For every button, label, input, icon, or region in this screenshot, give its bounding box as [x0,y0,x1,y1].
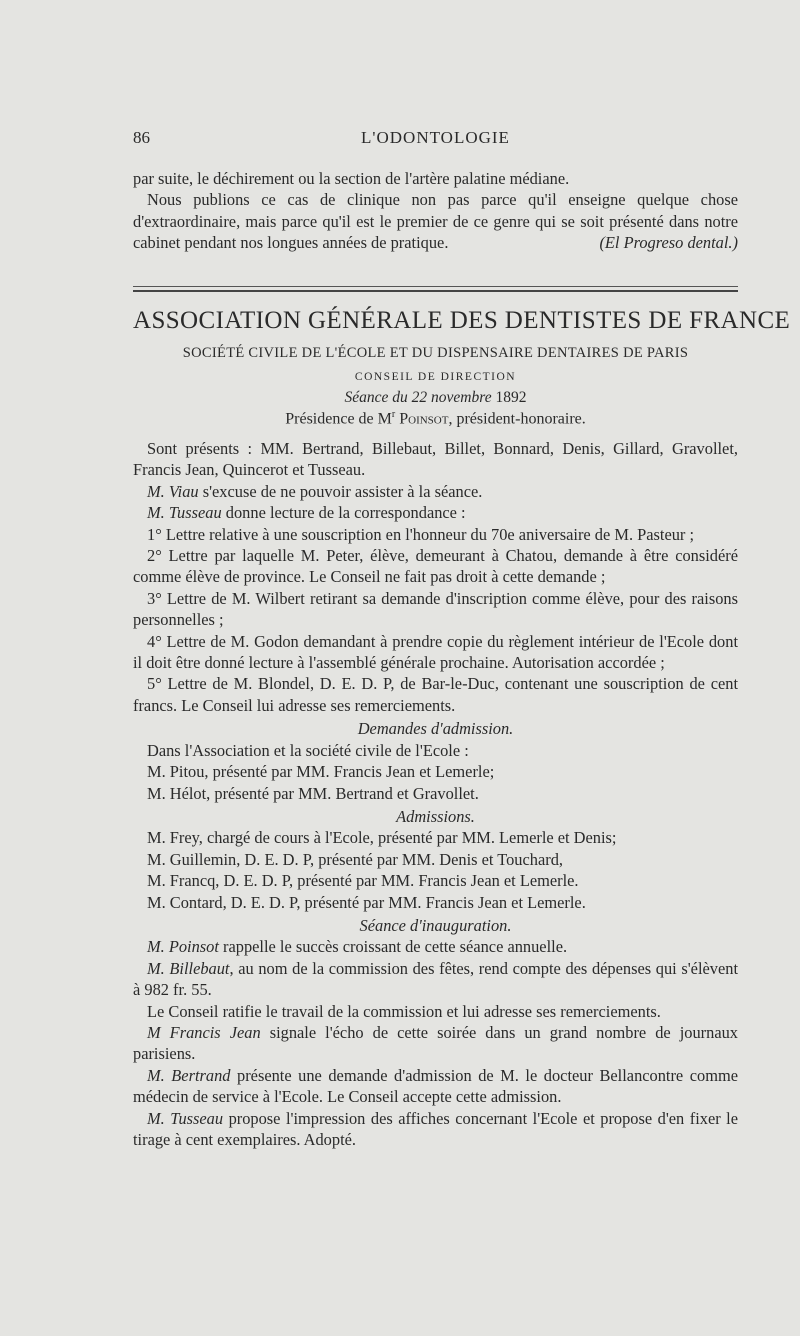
intro-block [133,168,738,254]
demandes-heading: Demandes d'admission. [357,719,514,739]
presidence-suffix: , président-honoraire. [448,410,586,428]
admissions-line-3: M. Francq, D. E. D. P, présenté par MM. Francis Jean et Lemerle. [147,871,579,891]
council-heading: CONSEIL DE DIRECTION [354,371,517,383]
section-divider [133,286,738,292]
item-2-text: , au nom de la commission des fêtes, rend compte des dépenses qui s'élèvent à 982 fr. 55. [133,958,739,1000]
letter-2: 2° Lettre par laquelle M. Peter, élève, demeurant à Chatou, demande à être considéré comme élève de province. Le Conseil ne fait pas droit à cette demande ; [133,546,738,587]
letter-3: 3° Lettre de M. Wilbert retirant sa demande d'inscription comme élève, pour des raisons personnelles ; [133,588,738,630]
inauguration-item-5 [133,1065,738,1108]
session-date [133,389,738,407]
item-1-text: rappelle le succès croissant de cette séance annuelle. [218,937,568,957]
page-header [133,128,738,158]
presidence-name: Poinsot [399,410,449,428]
inauguration-heading: Séance d'inauguration. [359,915,512,935]
presidence-sup: r [391,409,396,420]
presidence-prefix: Présidence de M [285,410,392,428]
item-1-name: M. Poinsot [147,937,219,957]
minutes-body [133,438,738,1150]
item-6-text: propose l'impression des affiches concernant l'Ecole et propose d'en fixer le tirage à cent exemplaires. Adopté. [133,1108,738,1149]
inauguration-item-1 [133,936,738,957]
inauguration-item-4 [133,1022,738,1065]
excuse-text: s'excuse de ne pouvoir assister à la séance. [198,481,483,501]
attendance-paragraph: Sont présents : MM. Bertrand, Billebaut, Billet, Bonnard, Denis, Gillard, Gravollet, Francis Jean, Quincerot et Tusseau. [133,439,738,480]
excuse-paragraph [133,481,738,502]
item-2-name: M. Billebaut [147,958,230,978]
intro-first-line: par suite, le déchirement ou la section de l'artère palatine médiane. [133,169,570,188]
inauguration-item-6 [133,1108,738,1151]
divider-thick [133,290,738,292]
session-year: 1892 [495,389,527,406]
letter-5: 5° Lettre de M. Blondel, D. E. D. P, de Bar-le-Duc, contenant une souscription de cent francs. Le Conseil lui adresse ses remerciements. [133,674,738,715]
presidence-line [133,409,738,428]
article-title: ASSOCIATION GÉNÉRALE DES DENTISTES DE FRANCE [133,307,791,334]
demandes-line-2: M. Pitou, présenté par MM. Francis Jean et Lemerle; [147,762,495,782]
admissions-line-4: M. Contard, D. E. D. P, présenté par MM. Francis Jean et Lemerle. [147,892,586,912]
item-5-name: M. Bertrand [147,1065,231,1085]
running-title: L'ODONTOLOGIE [361,128,510,147]
demandes-line-3: M. Hélot, présenté par MM. Bertrand et Gravollet. [147,783,479,803]
demandes-line-1: Dans l'Association et la société civile de l'Ecole : [147,740,469,760]
correspondence-text: donne lecture de la correspondance : [221,503,466,523]
inauguration-item-3: Le Conseil ratifie le travail de la commission et lui adresse ses remerciements. [147,1001,661,1021]
letter-4: 4° Lettre de M. Godon demandant à prendre copie du règlement intérieur de l'Ecole dont il doit être donné lecture à l'assemblé générale prochaine. Autorisation accordée ; [133,631,738,673]
article-header [133,306,791,428]
admissions-line-2: M. Guillemin, D. E. D. P, présenté par MM. Denis et Touchard, [147,849,563,869]
correspondence-name: M. Tusseau [147,503,222,523]
letter-1: 1° Lettre relative à une souscription en l'honneur du 70e aniversaire de M. Pasteur ; [147,524,695,544]
article-subtitle: SOCIÉTÉ CIVILE DE L'ÉCOLE ET DU DISPENSAIRE DENTAIRES DE PARIS [182,345,689,361]
intro-source: (El Progreso dental.) [599,233,738,253]
intro-paragraph-text: Nous publions ce cas de clinique non pas parce qu'il enseigne quelque chose d'extraordinaire, mais parce qu'il est le premier de ce genre qui se soit présenté dans notre cabinet pendant nos longues années de pratique. [133,190,738,253]
item-4-text: signale l'écho de cette soirée dans un grand nombre de journaux parisiens. [133,1022,738,1064]
excuse-name: M. Viau [147,481,199,501]
item-5-text: présente une demande d'admission de M. le docteur Bellancontre comme médecin de service à l'Ecole. Le Conseil accepte cette admission. [133,1065,738,1107]
session-label: Séance du 22 novembre [344,389,492,406]
item-6-name: M. Tusseau [147,1108,224,1128]
correspondence-paragraph [133,502,738,523]
inauguration-item-2 [133,958,738,1001]
admissions-line-1: M. Frey, chargé de cours à l'Ecole, présenté par MM. Lemerle et Denis; [147,828,617,848]
item-4-name: M Francis Jean [147,1022,261,1042]
page-number: 86 [133,128,150,147]
divider-thin [133,286,738,287]
admissions-heading: Admissions. [396,806,475,826]
